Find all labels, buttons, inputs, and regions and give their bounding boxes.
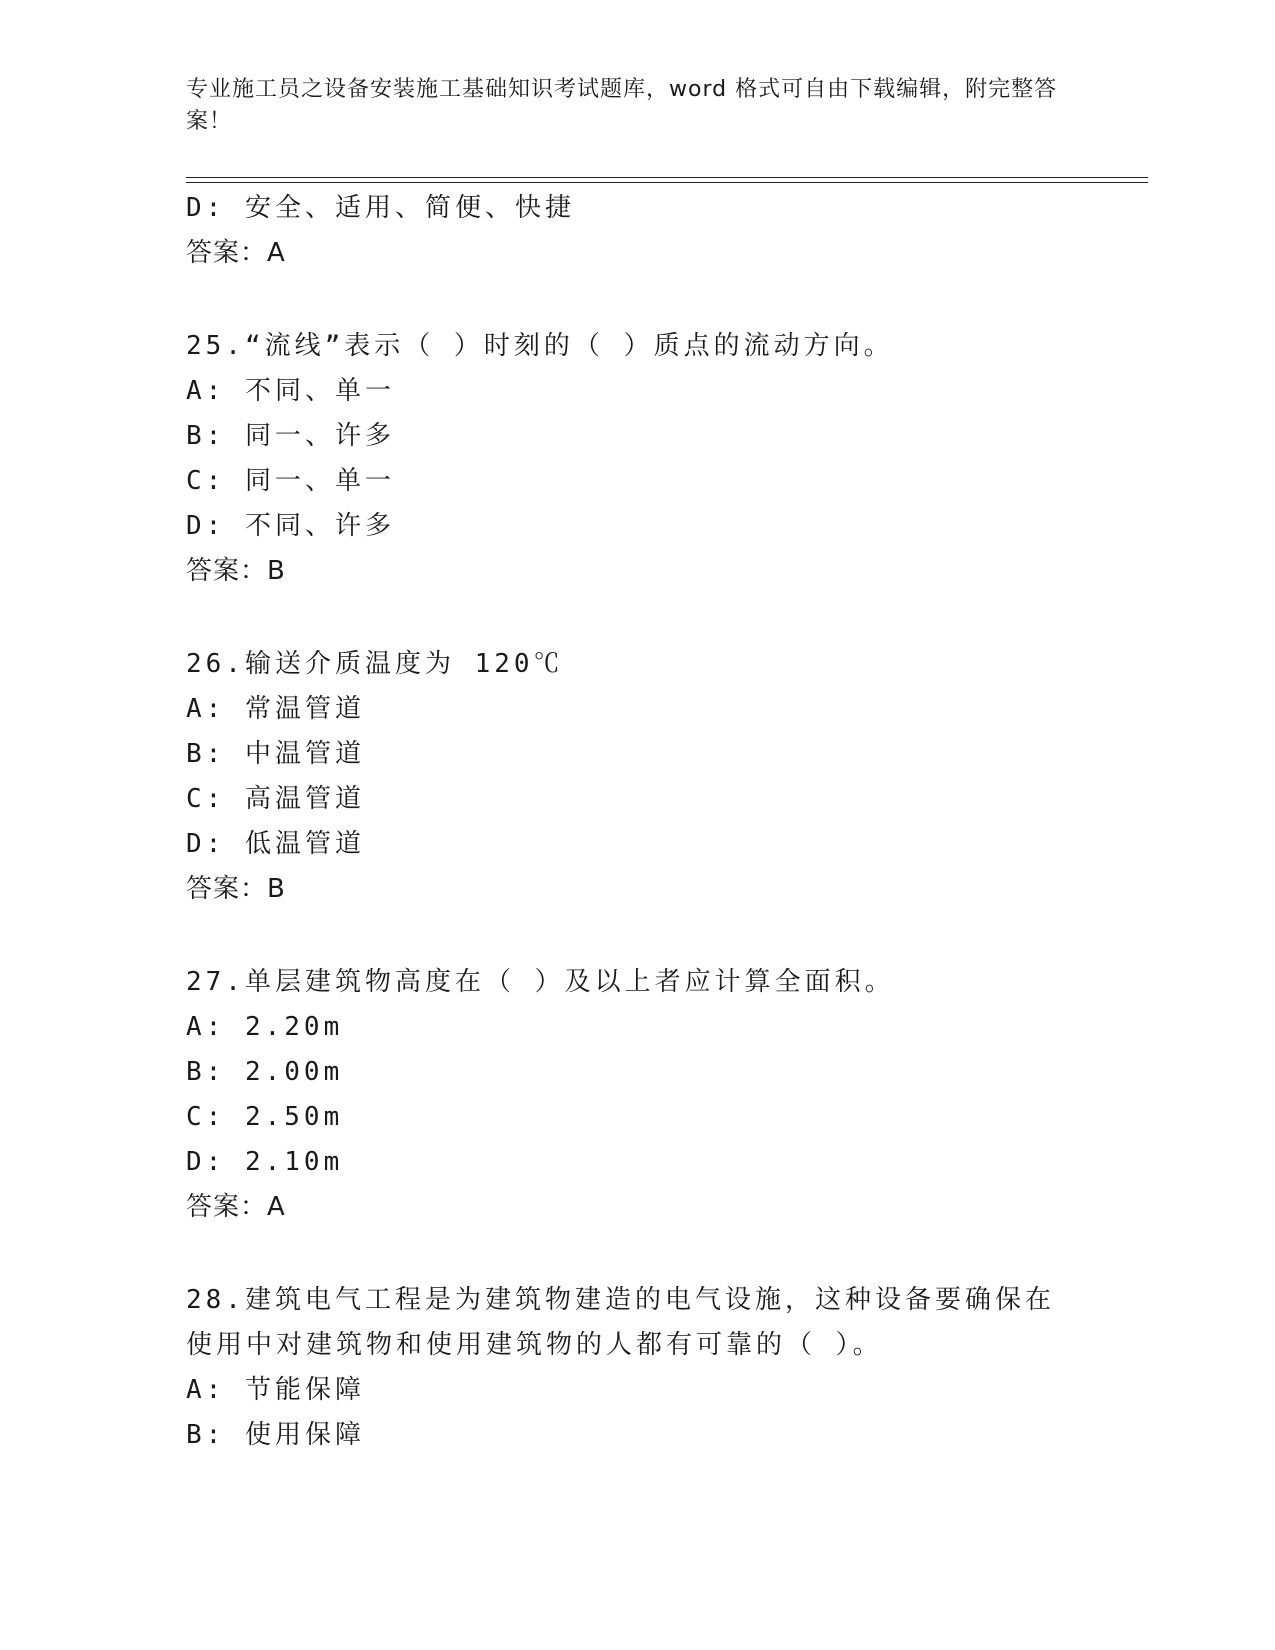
question-list: [186, 186, 1086, 1458]
question-25-answer: 答案：B: [186, 556, 286, 586]
question-gap: [186, 594, 1086, 642]
question-27-option-a: A: 2.20m: [186, 1012, 344, 1042]
question-gap: [186, 912, 1086, 960]
question-28-option-a: A: 节能保障: [186, 1375, 365, 1405]
question-gap: [186, 276, 1086, 324]
document-header: [186, 74, 1066, 138]
question-26-option-b: B: 中温管道: [186, 739, 365, 769]
question-27-answer: 答案：A: [186, 1192, 286, 1222]
question-26-option-a: A: 常温管道: [186, 694, 365, 724]
question-27-text: 27.单层建筑物高度在（ ）及以上者应计算全面积。: [186, 967, 895, 997]
question-gap: [186, 1230, 1086, 1278]
question-26-option-d: D: 低温管道: [186, 829, 365, 859]
question-27-option-d: D: 2.10m: [186, 1147, 344, 1177]
question-28-text: 28.建筑电气工程是为建筑物建造的电气设施，这种设备要确保在使用中对建筑物和使用建筑物的人都有可靠的（ ）。: [186, 1285, 1055, 1360]
header-divider-bottom: [186, 182, 1148, 183]
header-title: 专业施工员之设备安装施工基础知识考试题库，word 格式可自由下载编辑，附完整答案！: [186, 77, 1058, 134]
question-25-option-c: C: 同一、单一: [186, 466, 395, 496]
question-25-option-a: A: 不同、单一: [186, 376, 395, 406]
answer: 答案：A: [186, 238, 286, 268]
question-27-option-c: C: 2.50m: [186, 1102, 344, 1132]
question-27-option-b: B: 2.00m: [186, 1057, 344, 1087]
question-28-option-b: B: 使用保障: [186, 1420, 365, 1450]
question-25-option-b: B: 同一、许多: [186, 421, 395, 451]
question-26-answer: 答案：B: [186, 874, 286, 904]
question-26-text: 26.输送介质温度为 120℃: [186, 649, 564, 679]
option-d: D: 安全、适用、简便、快捷: [186, 193, 575, 223]
question-25-option-d: D: 不同、许多: [186, 511, 395, 541]
question-25-text: 25.“流线”表示（ ）时刻的（ ）质点的流动方向。: [186, 331, 894, 361]
header-divider-top: [186, 177, 1148, 178]
question-26-option-c: C: 高温管道: [186, 784, 365, 814]
